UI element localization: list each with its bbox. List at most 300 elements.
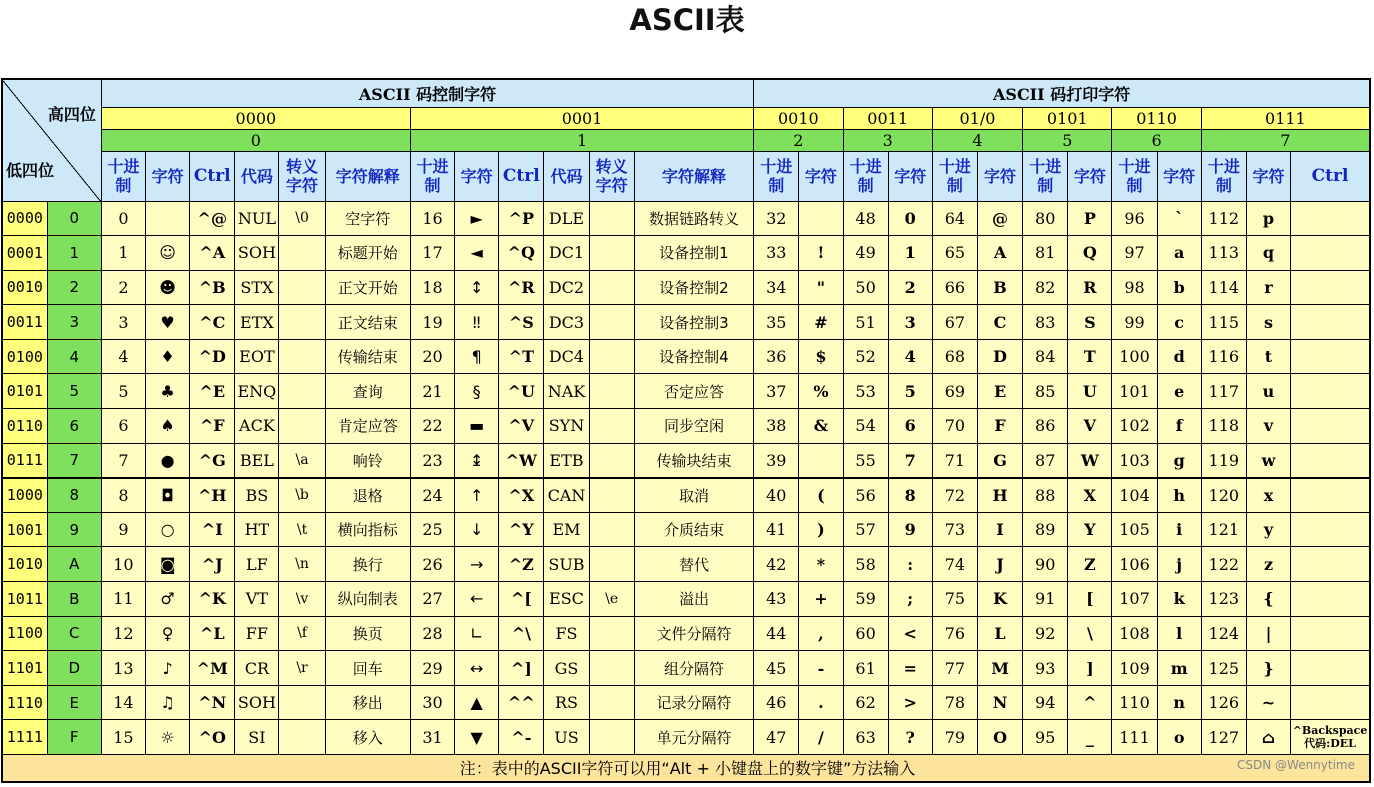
- cell-dec: 69: [932, 374, 977, 409]
- cell-char: .: [799, 685, 843, 720]
- cell-ctrl: [1291, 685, 1370, 720]
- cell-char: ♀: [146, 616, 190, 651]
- cell-dec: 51: [843, 305, 888, 340]
- table-row: [2, 582, 1370, 617]
- col-header-char: 字符: [1068, 151, 1112, 201]
- cell-char: ↑: [455, 478, 499, 513]
- cell-char: R: [1068, 270, 1112, 305]
- cell-char: B: [977, 270, 1022, 305]
- cell-dec: 124: [1201, 616, 1246, 651]
- cell-dec: 91: [1023, 582, 1068, 617]
- cell-dec: 49: [843, 236, 888, 271]
- cell-description: 传输块结束: [634, 443, 753, 478]
- table-row: [2, 651, 1370, 686]
- cell-description: 查询: [325, 374, 410, 409]
- cell-char: ↕: [455, 270, 499, 305]
- cell-char: Y: [1068, 512, 1112, 547]
- cell-escape: [589, 616, 634, 651]
- cell-char: y: [1246, 512, 1290, 547]
- cell-ctrl: [1291, 547, 1370, 582]
- cell-escape: [589, 374, 634, 409]
- cell-escape: [279, 720, 325, 755]
- cell-dec: 95: [1023, 720, 1068, 755]
- cell-dec: 38: [754, 409, 799, 444]
- cell-code: DC4: [544, 339, 589, 374]
- cell-char: [799, 443, 843, 478]
- cell-code: SOH: [235, 685, 279, 720]
- cell-code: STX: [235, 270, 279, 305]
- group-bits-2: 0010: [754, 107, 843, 129]
- row-bits: 0011: [2, 305, 47, 340]
- cell-dec: 84: [1023, 339, 1068, 374]
- cell-description: 同步空闲: [634, 409, 753, 444]
- cell-char: ↨: [455, 443, 499, 478]
- cell-description: 单元分隔符: [634, 720, 753, 755]
- col-header-dec: 十进制: [1023, 151, 1068, 201]
- cell-char: x: [1246, 478, 1290, 513]
- cell-char: 2: [888, 270, 932, 305]
- row-hex: 9: [47, 512, 101, 547]
- cell-escape: [279, 685, 325, 720]
- cell-dec: 37: [754, 374, 799, 409]
- cell-ctrl: [1291, 512, 1370, 547]
- cell-char: →: [455, 547, 499, 582]
- cell-dec: 118: [1201, 409, 1246, 444]
- col-header-char: 字符: [977, 151, 1022, 201]
- col-header-char: 字符: [799, 151, 843, 201]
- group-hex-3: 3: [843, 129, 932, 151]
- cell-description: 溢出: [634, 582, 753, 617]
- cell-char: ♪: [146, 651, 190, 686]
- cell-code: ETB: [544, 443, 589, 478]
- cell-char: d: [1157, 339, 1201, 374]
- cell-char: +: [799, 582, 843, 617]
- col-header-esc: 转义字符: [279, 151, 325, 201]
- cell-ctrl: ^\: [499, 616, 544, 651]
- cell-escape: [589, 651, 634, 686]
- cell-escape: \t: [279, 512, 325, 547]
- cell-code: SOH: [235, 236, 279, 271]
- cell-ctrl: [1291, 201, 1370, 236]
- cell-char: ]: [1068, 651, 1112, 686]
- cell-dec: 5: [101, 374, 145, 409]
- col-header-char: 字符: [455, 151, 499, 201]
- cell-char: P: [1068, 201, 1112, 236]
- del-code-label: 代码:DEL: [1304, 737, 1356, 751]
- cell-dec: 66: [932, 270, 977, 305]
- cell-char: ←: [455, 582, 499, 617]
- cell-ctrl: ^Y: [499, 512, 544, 547]
- cell-dec: 100: [1112, 339, 1157, 374]
- cell-dec: 21: [410, 374, 454, 409]
- col-header-code: 代码: [235, 151, 279, 201]
- cell-ctrl: ^P: [499, 201, 544, 236]
- cell-code: EM: [544, 512, 589, 547]
- col-header-dec: 十进制: [932, 151, 977, 201]
- cell-description: 纵向制表: [325, 582, 410, 617]
- row-hex: 3: [47, 305, 101, 340]
- cell-char: u: [1246, 374, 1290, 409]
- cell-description: 移入: [325, 720, 410, 755]
- cell-escape: [589, 305, 634, 340]
- cell-dec: 120: [1201, 478, 1246, 513]
- cell-char: m: [1157, 651, 1201, 686]
- cell-ctrl: ^N: [190, 685, 235, 720]
- cell-code: GS: [544, 651, 589, 686]
- row-bits: 1000: [2, 478, 47, 513]
- row-hex: 4: [47, 339, 101, 374]
- cell-description: 数据链路转义: [634, 201, 753, 236]
- row-hex: 5: [47, 374, 101, 409]
- cell-char: ▬: [455, 409, 499, 444]
- cell-escape: [589, 270, 634, 305]
- cell-dec: 73: [932, 512, 977, 547]
- cell-dec: 25: [410, 512, 454, 547]
- cell-escape: [279, 270, 325, 305]
- col-header-char: 字符: [146, 151, 190, 201]
- table-row: [2, 270, 1370, 305]
- cell-char: U: [1068, 374, 1112, 409]
- col-header-char: 字符: [1157, 151, 1201, 201]
- cell-ctrl: ^B: [190, 270, 235, 305]
- cell-ctrl: [1291, 651, 1370, 686]
- cell-dec: 104: [1112, 478, 1157, 513]
- cell-escape: [589, 685, 634, 720]
- cell-dec: 83: [1023, 305, 1068, 340]
- cell-ctrl: [1291, 374, 1370, 409]
- cell-char: >: [888, 685, 932, 720]
- cell-ctrl: ^W: [499, 443, 544, 478]
- row-hex: 2: [47, 270, 101, 305]
- cell-dec: 29: [410, 651, 454, 686]
- cell-char: s: [1246, 305, 1290, 340]
- cell-char: Z: [1068, 547, 1112, 582]
- cell-code: DC3: [544, 305, 589, 340]
- cell-char: [: [1068, 582, 1112, 617]
- cell-ctrl: [1291, 582, 1370, 617]
- cell-ctrl: [1291, 616, 1370, 651]
- cell-char: w: [1246, 443, 1290, 478]
- row-bits: 0000: [2, 201, 47, 236]
- cell-char: [799, 201, 843, 236]
- cell-escape: \n: [279, 547, 325, 582]
- cell-dec: 23: [410, 443, 454, 478]
- cell-description: 移出: [325, 685, 410, 720]
- cell-dec: 96: [1112, 201, 1157, 236]
- cell-char: M: [977, 651, 1022, 686]
- cell-code: BEL: [235, 443, 279, 478]
- cell-char: {: [1246, 582, 1290, 617]
- cell-char: X: [1068, 478, 1112, 513]
- cell-char: 5: [888, 374, 932, 409]
- cell-char: F: [977, 409, 1022, 444]
- cell-char: ⌂: [1246, 720, 1290, 755]
- cell-char: ~: [1246, 685, 1290, 720]
- cell-dec: 115: [1201, 305, 1246, 340]
- cell-description: 设备控制2: [634, 270, 753, 305]
- cell-char: ♦: [146, 339, 190, 374]
- cell-char: ►: [455, 201, 499, 236]
- cell-ctrl: ^K: [190, 582, 235, 617]
- cell-char: ▼: [455, 720, 499, 755]
- cell-escape: [589, 512, 634, 547]
- cell-escape: [589, 339, 634, 374]
- cell-ctrl: ^U: [499, 374, 544, 409]
- cell-dec: 35: [754, 305, 799, 340]
- watermark: CSDN @Wennytime: [1237, 758, 1355, 772]
- cell-dec: 36: [754, 339, 799, 374]
- cell-ctrl: ^H: [190, 478, 235, 513]
- printable-section-header: ASCII 码打印字符: [754, 79, 1370, 107]
- cell-code: RS: [544, 685, 589, 720]
- cell-char: ;: [888, 582, 932, 617]
- col-header-dec: 十进制: [1112, 151, 1157, 201]
- cell-char: e: [1157, 374, 1201, 409]
- cell-char: ↓: [455, 512, 499, 547]
- cell-ctrl: ^R: [499, 270, 544, 305]
- cell-dec: 92: [1023, 616, 1068, 651]
- table-row: [2, 305, 1370, 340]
- group-bits-3: 0011: [843, 107, 932, 129]
- cell-char: ◙: [146, 547, 190, 582]
- cell-del-ctrl: [1291, 720, 1370, 755]
- cell-dec: 127: [1201, 720, 1246, 755]
- cell-dec: 65: [932, 236, 977, 271]
- cell-dec: 114: [1201, 270, 1246, 305]
- cell-char: n: [1157, 685, 1201, 720]
- cell-code: DLE: [544, 201, 589, 236]
- cell-description: 否定应答: [634, 374, 753, 409]
- cell-description: 横向指标: [325, 512, 410, 547]
- row-bits: 1011: [2, 582, 47, 617]
- cell-char: A: [977, 236, 1022, 271]
- row-hex: 7: [47, 443, 101, 478]
- cell-code: SI: [235, 720, 279, 755]
- cell-dec: 82: [1023, 270, 1068, 305]
- cell-code: FF: [235, 616, 279, 651]
- cell-dec: 94: [1023, 685, 1068, 720]
- cell-dec: 126: [1201, 685, 1246, 720]
- cell-escape: [589, 236, 634, 271]
- cell-ctrl: ^F: [190, 409, 235, 444]
- cell-ctrl: ^L: [190, 616, 235, 651]
- cell-char: g: [1157, 443, 1201, 478]
- cell-code: NUL: [235, 201, 279, 236]
- row-hex: D: [47, 651, 101, 686]
- cell-char: `: [1157, 201, 1201, 236]
- cell-dec: 106: [1112, 547, 1157, 582]
- cell-description: 设备控制4: [634, 339, 753, 374]
- cell-description: 标题开始: [325, 236, 410, 271]
- cell-escape: \b: [279, 478, 325, 513]
- cell-char: l: [1157, 616, 1201, 651]
- cell-description: 传输结束: [325, 339, 410, 374]
- cell-dec: 0: [101, 201, 145, 236]
- cell-dec: 58: [843, 547, 888, 582]
- table-row: [2, 409, 1370, 444]
- cell-ctrl: [1291, 409, 1370, 444]
- cell-dec: 108: [1112, 616, 1157, 651]
- cell-char: ♂: [146, 582, 190, 617]
- cell-dec: 74: [932, 547, 977, 582]
- cell-code: ENQ: [235, 374, 279, 409]
- row-bits: 0111: [2, 443, 47, 478]
- footnote-text: 注：表中的ASCII字符可以用“Alt + 小键盘上的数字键”方法输入: [459, 759, 916, 779]
- cell-dec: 117: [1201, 374, 1246, 409]
- cell-dec: 122: [1201, 547, 1246, 582]
- cell-ctrl: ^Q: [499, 236, 544, 271]
- cell-char: 7: [888, 443, 932, 478]
- cell-char: _: [1068, 720, 1112, 755]
- cell-dec: 44: [754, 616, 799, 651]
- cell-char: a: [1157, 236, 1201, 271]
- cell-char: t: [1246, 339, 1290, 374]
- group-hex-1: 1: [410, 129, 753, 151]
- cell-dec: 62: [843, 685, 888, 720]
- cell-ctrl: [1291, 270, 1370, 305]
- cell-dec: 43: [754, 582, 799, 617]
- cell-code: NAK: [544, 374, 589, 409]
- cell-char: 8: [888, 478, 932, 513]
- cell-char: I: [977, 512, 1022, 547]
- cell-dec: 50: [843, 270, 888, 305]
- page-title: ASCII表: [629, 3, 745, 37]
- cell-dec: 18: [410, 270, 454, 305]
- cell-dec: 112: [1201, 201, 1246, 236]
- cell-description: 空字符: [325, 201, 410, 236]
- cell-char: ¶: [455, 339, 499, 374]
- cell-ctrl: ^D: [190, 339, 235, 374]
- cell-char: |: [1246, 616, 1290, 651]
- cell-dec: 24: [410, 478, 454, 513]
- cell-char: 9: [888, 512, 932, 547]
- row-bits: 1100: [2, 616, 47, 651]
- cell-char: ▲: [455, 685, 499, 720]
- cell-escape: \0: [279, 201, 325, 236]
- cell-code: CR: [235, 651, 279, 686]
- cell-char: q: [1246, 236, 1290, 271]
- cell-char: V: [1068, 409, 1112, 444]
- cell-char: ♥: [146, 305, 190, 340]
- cell-dec: 68: [932, 339, 977, 374]
- cell-char: O: [977, 720, 1022, 755]
- cell-dec: 30: [410, 685, 454, 720]
- cell-ctrl: [1291, 443, 1370, 478]
- cell-char: 1: [888, 236, 932, 271]
- group-hex-6: 6: [1112, 129, 1201, 151]
- cell-char: [146, 201, 190, 236]
- table-row: [2, 201, 1370, 236]
- cell-char: E: [977, 374, 1022, 409]
- col-header-dec: 十进制: [410, 151, 454, 201]
- cell-dec: 93: [1023, 651, 1068, 686]
- cell-dec: 76: [932, 616, 977, 651]
- cell-dec: 89: [1023, 512, 1068, 547]
- cell-dec: 77: [932, 651, 977, 686]
- cell-dec: 109: [1112, 651, 1157, 686]
- cell-char: J: [977, 547, 1022, 582]
- cell-escape: \r: [279, 651, 325, 686]
- cell-char: ○: [146, 512, 190, 547]
- cell-dec: 26: [410, 547, 454, 582]
- cell-char: ↔: [455, 651, 499, 686]
- table-row: [2, 478, 1370, 513]
- row-bits: 0100: [2, 339, 47, 374]
- cell-escape: [589, 478, 634, 513]
- cell-dec: 28: [410, 616, 454, 651]
- cell-code: BS: [235, 478, 279, 513]
- cell-char: ": [799, 270, 843, 305]
- cell-description: 组分隔符: [634, 651, 753, 686]
- cell-dec: 48: [843, 201, 888, 236]
- cell-dec: 3: [101, 305, 145, 340]
- cell-char: $: [799, 339, 843, 374]
- cell-char: \: [1068, 616, 1112, 651]
- cell-dec: 39: [754, 443, 799, 478]
- cell-dec: 99: [1112, 305, 1157, 340]
- cell-description: 设备控制3: [634, 305, 753, 340]
- footnote: [2, 755, 1370, 782]
- cell-char: :: [888, 547, 932, 582]
- control-section-header: ASCII 码控制字符: [101, 79, 753, 107]
- cell-char: 3: [888, 305, 932, 340]
- cell-dec: 107: [1112, 582, 1157, 617]
- cell-dec: 98: [1112, 270, 1157, 305]
- cell-escape: [589, 720, 634, 755]
- group-hex-2: 2: [754, 129, 843, 151]
- cell-code: ACK: [235, 409, 279, 444]
- cell-dec: 1: [101, 236, 145, 271]
- cell-dec: 125: [1201, 651, 1246, 686]
- col-header-char: 字符: [1246, 151, 1290, 201]
- cell-description: 换页: [325, 616, 410, 651]
- cell-dec: 7: [101, 443, 145, 478]
- cell-char: %: [799, 374, 843, 409]
- cell-char: W: [1068, 443, 1112, 478]
- cell-ctrl: ^E: [190, 374, 235, 409]
- row-bits: 1101: [2, 651, 47, 686]
- group-bits-0: 0000: [101, 107, 410, 129]
- cell-code: DC2: [544, 270, 589, 305]
- cell-char: h: [1157, 478, 1201, 513]
- cell-char: @: [977, 201, 1022, 236]
- cell-char: /: [799, 720, 843, 755]
- cell-char: z: [1246, 547, 1290, 582]
- row-hex: C: [47, 616, 101, 651]
- cell-ctrl: ^S: [499, 305, 544, 340]
- cell-char: C: [977, 305, 1022, 340]
- cell-dec: 86: [1023, 409, 1068, 444]
- cell-description: 正文结束: [325, 305, 410, 340]
- cell-code: SUB: [544, 547, 589, 582]
- cell-dec: 63: [843, 720, 888, 755]
- group-bits-6: 0110: [1112, 107, 1201, 129]
- cell-dec: 88: [1023, 478, 1068, 513]
- cell-escape: [279, 236, 325, 271]
- corner-header: [2, 79, 101, 201]
- cell-dec: 40: [754, 478, 799, 513]
- cell-ctrl: [1291, 236, 1370, 271]
- cell-dec: 10: [101, 547, 145, 582]
- cell-escape: [589, 547, 634, 582]
- group-bits-4: 01/0: [932, 107, 1022, 129]
- cell-code: VT: [235, 582, 279, 617]
- row-bits: 1010: [2, 547, 47, 582]
- col-header-dec: 十进制: [843, 151, 888, 201]
- cell-code: EOT: [235, 339, 279, 374]
- cell-dec: 59: [843, 582, 888, 617]
- cell-char: (: [799, 478, 843, 513]
